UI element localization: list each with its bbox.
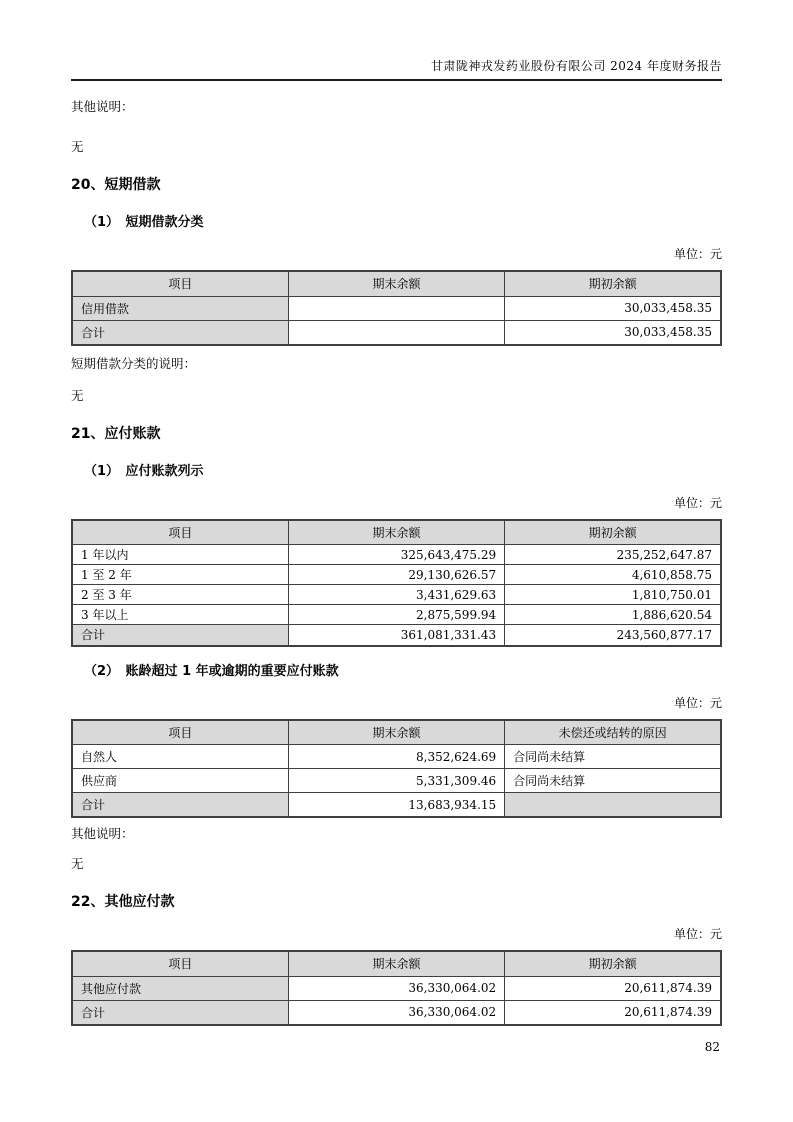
row-beginning: 30,033,458.35 (505, 296, 721, 320)
row-item: 供应商 (72, 769, 288, 793)
row-item: 1 至 2 年 (72, 565, 288, 585)
row-beginning: 235,252,647.87 (505, 545, 721, 565)
stb-note-value: 无 (71, 387, 84, 403)
col-header-beginning: 期初余额 (505, 520, 721, 545)
row-beginning: 30,033,458.35 (505, 320, 721, 345)
row-beginning: 1,810,750.01 (505, 585, 721, 605)
row-item: 其他应付款 (72, 976, 288, 1000)
stb-note-label: 短期借款分类的说明： (71, 355, 197, 371)
row-ending: 36,330,064.02 (288, 1000, 504, 1025)
row-ending: 2,875,599.94 (288, 605, 504, 625)
row-beginning: 20,611,874.39 (505, 976, 721, 1000)
other-payables-table (71, 950, 722, 1026)
row-beginning: 4,610,858.75 (505, 565, 721, 585)
row-ending: 3,431,629.63 (288, 585, 504, 605)
row-ending: 5,331,309.46 (288, 769, 504, 793)
table-header-row (72, 271, 721, 296)
table-total-row (72, 320, 721, 345)
row-item: 合计 (72, 320, 288, 345)
section-20-title: 20、短期借款 (71, 177, 161, 193)
row-reason: 合同尚未结算 (505, 745, 721, 769)
section-20-sub-1: （1） 短期借款分类 (84, 215, 204, 230)
table-row (72, 769, 721, 793)
row-item: 信用借款 (72, 296, 288, 320)
col-header-ending: 期末余额 (288, 951, 504, 976)
table-total-row (72, 793, 721, 818)
col-header-ending: 期末余额 (288, 271, 504, 296)
row-ending: 325,643,475.29 (288, 545, 504, 565)
row-beginning: 1,886,620.54 (505, 605, 721, 625)
accounts-payable-table (71, 519, 722, 647)
table-row (72, 605, 721, 625)
unit-label-1: 单位：元 (673, 247, 722, 261)
col-header-item: 项目 (72, 720, 288, 745)
row-item: 1 年以内 (72, 545, 288, 565)
page-number: 82 (704, 1040, 720, 1054)
row-beginning: 243,560,877.17 (505, 625, 721, 646)
row-item: 合计 (72, 625, 288, 646)
row-reason: 合同尚未结算 (505, 769, 721, 793)
table-header-row (72, 951, 721, 976)
other-note-value-2: 无 (71, 856, 84, 871)
row-item: 3 年以上 (72, 605, 288, 625)
overdue-payables-table (71, 719, 722, 819)
table-header-row (72, 720, 721, 745)
row-ending: 29,130,626.57 (288, 565, 504, 585)
other-note-value-1: 无 (71, 139, 84, 154)
row-ending: 361,081,331.43 (288, 625, 504, 646)
col-header-beginning: 期初余额 (505, 271, 721, 296)
table-row (72, 585, 721, 605)
table-total-row (72, 625, 721, 646)
row-item: 自然人 (72, 745, 288, 769)
section-21-title: 21、应付账款 (71, 425, 161, 442)
row-beginning: 20,611,874.39 (505, 1000, 721, 1025)
row-ending: 8,352,624.69 (288, 745, 504, 769)
col-header-ending: 期末余额 (288, 720, 504, 745)
row-reason (505, 793, 721, 818)
unit-label-3: 单位：元 (673, 695, 722, 710)
col-header-item: 项目 (72, 520, 288, 545)
table-row (72, 565, 721, 585)
other-note-label-1: 其他说明： (71, 99, 134, 114)
col-header-item: 项目 (72, 271, 288, 296)
col-header-ending: 期末余额 (288, 520, 504, 545)
row-item: 合计 (72, 1000, 288, 1025)
report-title: 甘肃陇神戎发药业股份有限公司 2024 年度财务报告 (430, 59, 722, 73)
row-item: 2 至 3 年 (72, 585, 288, 605)
table-header-row (72, 520, 721, 545)
section-22-title: 22、其他应付款 (71, 894, 175, 910)
unit-label-4: 单位：元 (673, 927, 722, 941)
row-ending: 36,330,064.02 (288, 976, 504, 1000)
table-row (72, 545, 721, 565)
col-header-beginning: 期初余额 (505, 951, 721, 976)
table-row (72, 296, 721, 320)
unit-label-2: 单位：元 (673, 495, 722, 510)
short-term-loans-table (71, 270, 722, 346)
row-ending: 13,683,934.15 (288, 793, 504, 818)
table-total-row (72, 1000, 721, 1025)
col-header-item: 项目 (72, 951, 288, 976)
table-row (72, 976, 721, 1000)
table-row (72, 745, 721, 769)
other-note-label-2: 其他说明： (71, 826, 134, 841)
section-21-sub-1: （1） 应付账款列示 (84, 463, 204, 479)
col-header-reason: 未偿还或结转的原因 (505, 720, 721, 745)
row-item: 合计 (72, 793, 288, 818)
row-ending (288, 320, 504, 345)
row-ending (288, 296, 504, 320)
section-21-sub-2: （2） 账龄超过 1 年或逾期的重要应付账款 (84, 663, 339, 679)
page-header (71, 0, 722, 81)
